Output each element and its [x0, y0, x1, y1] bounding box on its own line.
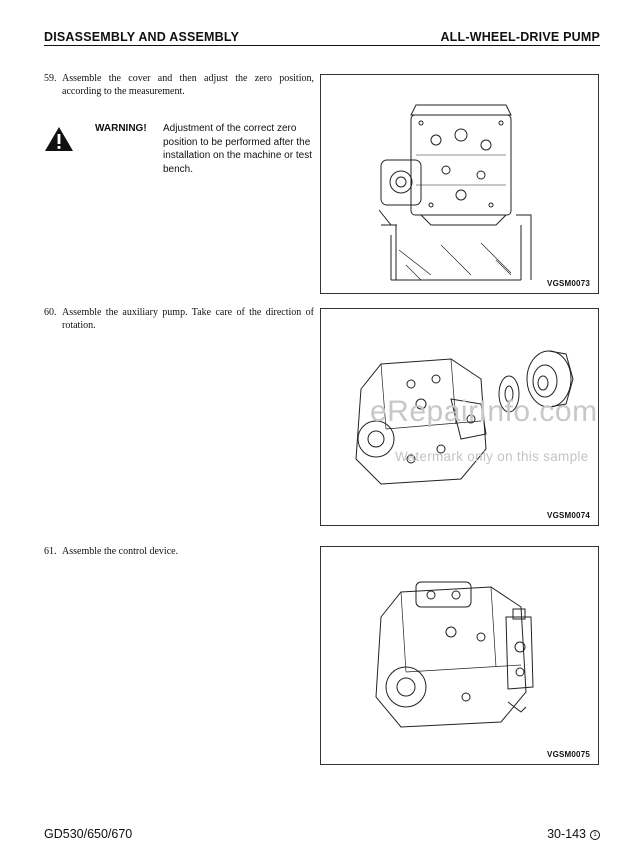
step-59: [44, 72, 316, 98]
step-60: [44, 306, 316, 332]
header-rule: [44, 45, 600, 46]
step-number: 61.: [44, 546, 57, 557]
figure-vgsm0075: [320, 546, 599, 765]
figure-vgsm0073: [320, 74, 599, 294]
page-header-right: ALL-WHEEL-DRIVE PUMP: [440, 30, 600, 44]
step-number: 59.: [44, 73, 57, 84]
step-61: [44, 545, 316, 558]
step-text: Assemble the control device.: [62, 546, 179, 557]
step-text: Assemble the auxiliary pump. Take care of the direction of rotation.: [62, 307, 314, 331]
step-text: Assemble the cover and then adjust the zero position, according to the measurement.: [62, 73, 314, 97]
model-number: GD530/650/670: [44, 827, 133, 841]
watermark-site: eRepairInfo.com: [370, 395, 598, 428]
figure-code: VGSM0073: [547, 279, 590, 288]
revision-mark: 1: [590, 830, 600, 840]
watermark-note: Watermark only on this sample: [395, 449, 589, 464]
page-header-left: DISASSEMBLY AND ASSEMBLY: [44, 30, 240, 44]
warning-triangle-icon: [44, 126, 74, 152]
step-number: 60.: [44, 307, 57, 318]
warning-text: Adjustment of the correct zero position to be performed after the installation on the machine or test bench.: [163, 123, 312, 175]
pump-on-stand-illustration: [321, 75, 598, 293]
figure-code: VGSM0074: [547, 511, 590, 520]
page-number: [547, 827, 600, 841]
warning-label: WARNING!: [95, 123, 147, 134]
pump-with-control-device-illustration: [321, 547, 598, 764]
page-number-text: 30-143: [547, 827, 586, 841]
figure-code: VGSM0075: [547, 750, 590, 759]
